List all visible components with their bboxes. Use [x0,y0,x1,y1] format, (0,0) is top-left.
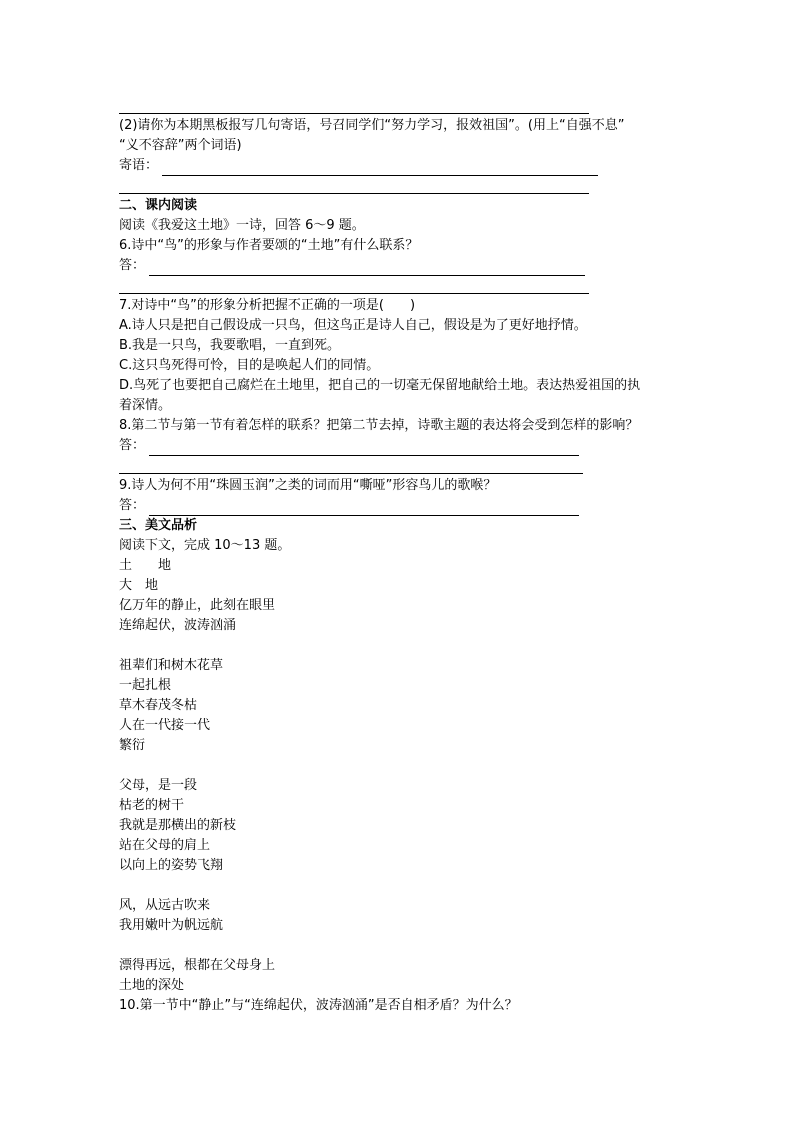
poem-line: 漂得再远，根都在父母身上 [119,958,276,973]
question-9-text: 9.诗人为何不用“珠圆玉润”之类的词而用“嘶哑”形容鸟儿的歌喉？ [119,478,497,493]
answer-line[interactable] [119,293,589,294]
poem-line: 祖辈们和树木花草 [119,658,224,673]
q7-option-b: B.我是一只鸟，我要歌唱，一直到死。 [119,338,341,353]
poem-line: 连绵起伏，波涛汹涌 [119,618,237,633]
section-3-intro: 阅读下文，完成 10～13 题。 [119,538,291,553]
answer-line[interactable] [149,441,579,456]
poem-line: 土地的深处 [119,978,185,993]
answer-label: 答： [119,438,146,453]
poem-line: 大 地 [119,578,159,593]
answer-line[interactable] [162,161,598,176]
q7-option-c: C.这只鸟死得可怜，目的是唤起人们的同情。 [119,358,380,373]
q7-option-d-cont: 着深情。 [119,398,172,413]
poem-line: 草木春茂冬枯 [119,698,198,713]
answer-line[interactable] [119,193,589,194]
q7-option-a: A.诗人只是把自己假设成一只鸟，但这鸟正是诗人自己，假设是为了更好地抒情。 [119,318,587,333]
q8-answer-row [119,436,579,456]
question-10-text: 10.第一节中“静止”与“连绵起伏，波涛汹涌”是否自相矛盾？为什么？ [119,998,518,1013]
q2-answer-row [119,156,598,176]
answer-line[interactable] [119,113,589,114]
question-2-text-cont: “义不容辞”两个词语) [119,138,242,153]
poem-title: 土 地 [119,558,172,573]
poem-line: 一起扎根 [119,678,172,693]
q6-answer-row [119,256,585,276]
q7-option-d: D.鸟死了也要把自己腐烂在土地里，把自己的一切毫无保留地献给土地。表达热爱祖国的执 [119,378,641,393]
poem-line: 站在父母的肩上 [119,838,211,853]
poem-line: 我就是那横出的新枝 [119,818,237,833]
question-8-text: 8.第二节与第一节有着怎样的联系？把第二节去掉，诗歌主题的表达将会受到怎样的影响？ [119,418,639,433]
q9-answer-row [119,496,579,516]
poem-line: 枯老的树干 [119,798,185,813]
answer-label: 寄语： [119,158,159,173]
question-7-text: 7.对诗中“鸟”的形象分析把握不正确的一项是( ) [119,298,416,313]
section-3-heading: 三、美文品析 [119,518,198,533]
poem-line: 父母，是一段 [119,778,198,793]
question-6-text: 6.诗中“鸟”的形象与作者要颂的“土地”有什么联系？ [119,238,419,253]
section-2-heading: 二、课内阅读 [119,198,198,213]
answer-label: 答： [119,258,146,273]
poem-line: 以向上的姿势飞翔 [119,858,224,873]
answer-line[interactable] [149,261,585,276]
poem-line: 我用嫩叶为帆远航 [119,918,224,933]
section-2-intro: 阅读《我爱这土地》一诗，回答 6～9 题。 [119,218,365,233]
poem-line: 风，从远古吹来 [119,898,211,913]
poem-line: 亿万年的静止，此刻在眼里 [119,598,276,613]
poem-line: 人在一代接一代 [119,718,211,733]
answer-label: 答： [119,498,146,513]
question-2-text: (2)请你为本期黑板报写几句寄语，号召同学们“努力学习，报效祖国”。(用上“自强不息” [119,118,625,133]
answer-line[interactable] [119,473,583,474]
poem-line: 繁衍 [119,738,146,753]
answer-line[interactable] [149,501,579,516]
